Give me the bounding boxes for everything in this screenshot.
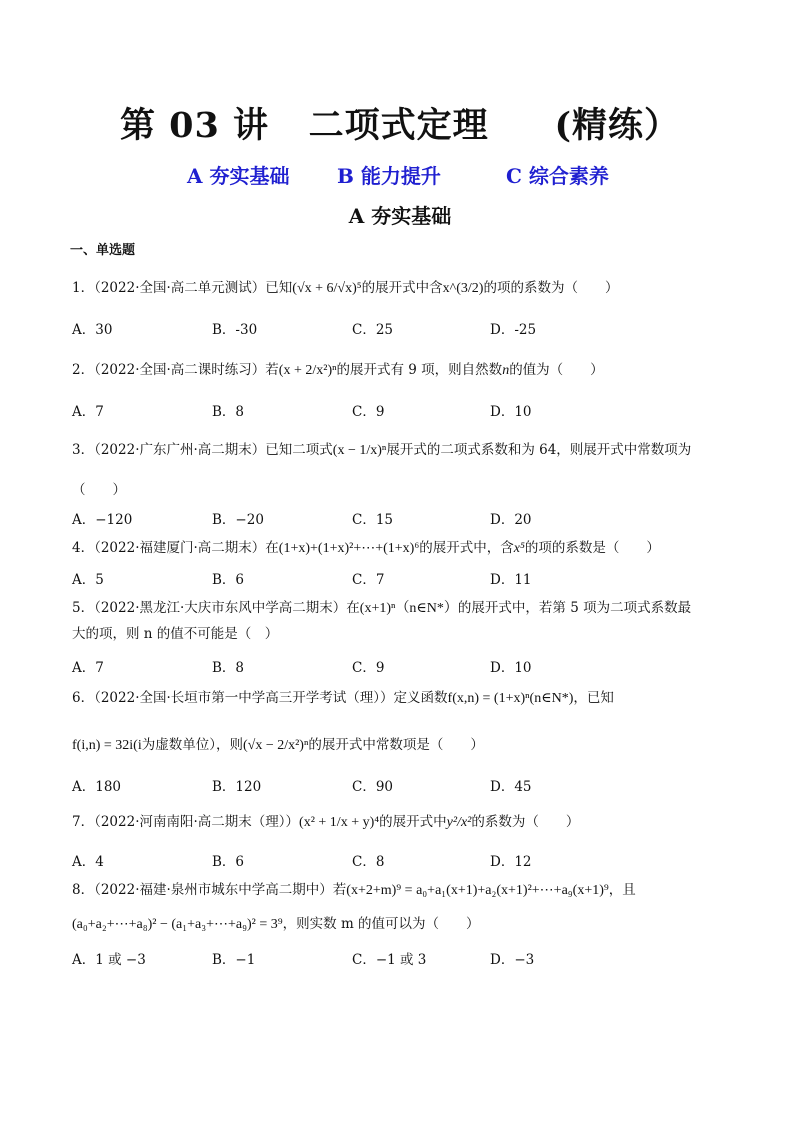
question-text: 的展开式中 bbox=[379, 814, 447, 830]
math-expression: (√x + 6/√x)⁵ bbox=[292, 281, 362, 296]
question-group-heading: 一、单选题 bbox=[70, 243, 136, 258]
question-text: 若 bbox=[332, 882, 347, 898]
options-1 bbox=[72, 318, 732, 338]
question-6-continued bbox=[72, 735, 732, 756]
option-a[interactable]: A．1 或 −3 bbox=[72, 952, 146, 968]
math-expression: (√x − 2/x²)ⁿ bbox=[242, 738, 309, 753]
question-6 bbox=[72, 688, 732, 709]
options-8 bbox=[72, 948, 732, 968]
options-7 bbox=[72, 850, 732, 870]
option-b[interactable]: B．-30 bbox=[212, 322, 258, 338]
section-heading: A 夯实基础 bbox=[348, 204, 452, 228]
question-text: 的项的系数是（ ） bbox=[524, 540, 660, 556]
question-number: 3． bbox=[72, 442, 95, 458]
question-number: 2． bbox=[72, 362, 95, 378]
section-b-link[interactable]: B 能力提升 bbox=[337, 164, 441, 188]
question-source: （2022·全国·高二单元测试） bbox=[94, 280, 266, 296]
math-term: x⁵ bbox=[513, 541, 525, 556]
question-text: 的项的系数为（ ） bbox=[483, 280, 619, 296]
math-expression: (x − 1/x)ⁿ bbox=[332, 443, 387, 458]
question-number: 5． bbox=[72, 600, 95, 616]
question-number: 7． bbox=[72, 814, 95, 830]
math-expression: (x + 2/x²)ⁿ bbox=[278, 363, 337, 378]
question-text: 定义函数 bbox=[393, 690, 448, 706]
option-b[interactable]: B．6 bbox=[212, 854, 245, 870]
question-number: 8． bbox=[72, 882, 95, 898]
option-b[interactable]: B．−1 bbox=[212, 952, 256, 968]
option-d[interactable]: D．−3 bbox=[490, 952, 535, 968]
question-7 bbox=[72, 812, 732, 833]
option-c[interactable]: C．25 bbox=[352, 322, 394, 338]
question-number: 1． bbox=[72, 280, 95, 296]
question-source: （2022·河南南阳·高二期末（理）） bbox=[94, 814, 300, 830]
question-source: （2022·广东广州·高二期末） bbox=[94, 442, 266, 458]
option-b[interactable]: B．120 bbox=[212, 779, 262, 795]
option-a[interactable]: A．7 bbox=[72, 404, 104, 420]
question-2 bbox=[72, 360, 732, 381]
question-text: 已知 bbox=[265, 280, 293, 296]
math-term: y²/x² bbox=[446, 815, 472, 830]
question-5-continued: 大的项，则 n 的值不可能是（ ） bbox=[72, 626, 279, 642]
options-4 bbox=[72, 568, 732, 588]
option-a[interactable]: A．−120 bbox=[72, 512, 133, 528]
options-5 bbox=[72, 656, 732, 676]
question-text: ，且 bbox=[608, 882, 636, 898]
option-c[interactable]: C．8 bbox=[352, 854, 385, 870]
question-8-continued bbox=[72, 914, 732, 935]
section-links bbox=[0, 160, 800, 190]
option-d[interactable]: D．10 bbox=[490, 404, 532, 420]
option-d[interactable]: D．12 bbox=[490, 854, 532, 870]
question-number: 6． bbox=[72, 690, 95, 706]
question-text: 已知二项式 bbox=[265, 442, 333, 458]
question-text: ，已知 bbox=[573, 690, 614, 706]
math-expression: (x² + 1/x + y)⁴ bbox=[299, 815, 380, 830]
math-term: n bbox=[502, 363, 510, 378]
question-text: 在 bbox=[346, 600, 360, 616]
option-c[interactable]: C．9 bbox=[352, 404, 385, 420]
option-b[interactable]: B．6 bbox=[212, 572, 245, 588]
option-a[interactable]: A．5 bbox=[72, 572, 104, 588]
question-5 bbox=[72, 598, 732, 619]
option-c[interactable]: C．9 bbox=[352, 660, 385, 676]
section-c-link[interactable]: C 综合素养 bbox=[506, 164, 609, 188]
question-source: （2022·全国·高二课时练习） bbox=[94, 362, 266, 378]
math-expression: f(x,n) = (1+x)ⁿ(n∈N*) bbox=[447, 691, 574, 706]
page-title: 第 03 讲 二项式定理 (精练） bbox=[119, 105, 681, 146]
question-text: 的展开式中常数项是（ ） bbox=[308, 737, 484, 753]
math-condition: （n∈N*） bbox=[395, 601, 458, 616]
question-4 bbox=[72, 538, 732, 559]
math-expression: (a₀+a₂+⋯+a₈)² − (a₁+a₃+⋯+a₉)² = 3⁹ bbox=[72, 917, 283, 932]
math-expression: f(i,n) = 32i(i bbox=[72, 738, 142, 753]
question-text: 在 bbox=[265, 540, 279, 556]
math-expression: (x+2+m)⁹ = a₀+a₁(x+1)+a₂(x+1)²+⋯+a₉(x+1)⁹ bbox=[346, 883, 609, 898]
question-3 bbox=[72, 440, 732, 461]
option-a[interactable]: A．7 bbox=[72, 660, 104, 676]
option-b[interactable]: B．−20 bbox=[212, 512, 264, 528]
math-expression: (x+1)ⁿ bbox=[359, 601, 396, 616]
option-b[interactable]: B．8 bbox=[212, 660, 245, 676]
option-b[interactable]: B．8 bbox=[212, 404, 245, 420]
option-a[interactable]: A．180 bbox=[72, 779, 122, 795]
option-c[interactable]: C．−1 或 3 bbox=[352, 952, 427, 968]
question-source: （2022·福建厦门·高二期末） bbox=[94, 540, 266, 556]
question-text: ，则实数 m 的值可以为（ ） bbox=[282, 916, 480, 932]
option-a[interactable]: A．30 bbox=[72, 322, 113, 338]
question-source: （2022·全国·长垣市第一中学高三开学考试（理）） bbox=[94, 690, 394, 706]
options-2 bbox=[72, 400, 732, 420]
option-d[interactable]: D．-25 bbox=[490, 322, 537, 338]
question-text: 的值为（ ） bbox=[509, 362, 604, 378]
option-d[interactable]: D．20 bbox=[490, 512, 532, 528]
question-source: （2022·福建·泉州市城东中学高二期中） bbox=[94, 882, 333, 898]
question-text: 的展开式中含 bbox=[361, 280, 443, 296]
options-6 bbox=[72, 775, 732, 795]
question-text: 的展开式有 9 项，则自然数 bbox=[336, 362, 503, 378]
question-text: ），则 bbox=[209, 737, 243, 753]
question-1 bbox=[72, 278, 732, 299]
question-text: 若 bbox=[265, 362, 279, 378]
section-a-link[interactable]: A 夯实基础 bbox=[187, 164, 290, 188]
question-text: 的展开式中，含 bbox=[419, 540, 514, 556]
options-3 bbox=[72, 508, 732, 528]
option-a[interactable]: A．4 bbox=[72, 854, 104, 870]
math-expression: (1+x)+(1+x)²+⋯+(1+x)⁶ bbox=[278, 541, 420, 556]
question-3-continued: （ ） bbox=[72, 482, 126, 498]
question-source: （2022·黑龙江·大庆市东风中学高二期末） bbox=[94, 600, 347, 616]
option-d[interactable]: D．10 bbox=[490, 660, 532, 676]
math-term: x^(3/2) bbox=[442, 281, 484, 296]
option-c[interactable]: C．15 bbox=[352, 512, 394, 528]
question-text: 的展开式中，若第 5 项为二项式系数最 bbox=[457, 600, 692, 616]
question-text: 展开式的二项式系数和为 64，则展开式中常数项为 bbox=[386, 442, 692, 458]
option-d[interactable]: D．11 bbox=[490, 572, 532, 588]
question-8 bbox=[72, 880, 732, 901]
question-number: 4． bbox=[72, 540, 95, 556]
question-text: 为虚数单位 bbox=[141, 737, 210, 753]
option-d[interactable]: D．45 bbox=[490, 779, 532, 795]
option-c[interactable]: C．90 bbox=[352, 779, 394, 795]
option-c[interactable]: C．7 bbox=[352, 572, 385, 588]
question-text: 的系数为（ ） bbox=[471, 814, 580, 830]
